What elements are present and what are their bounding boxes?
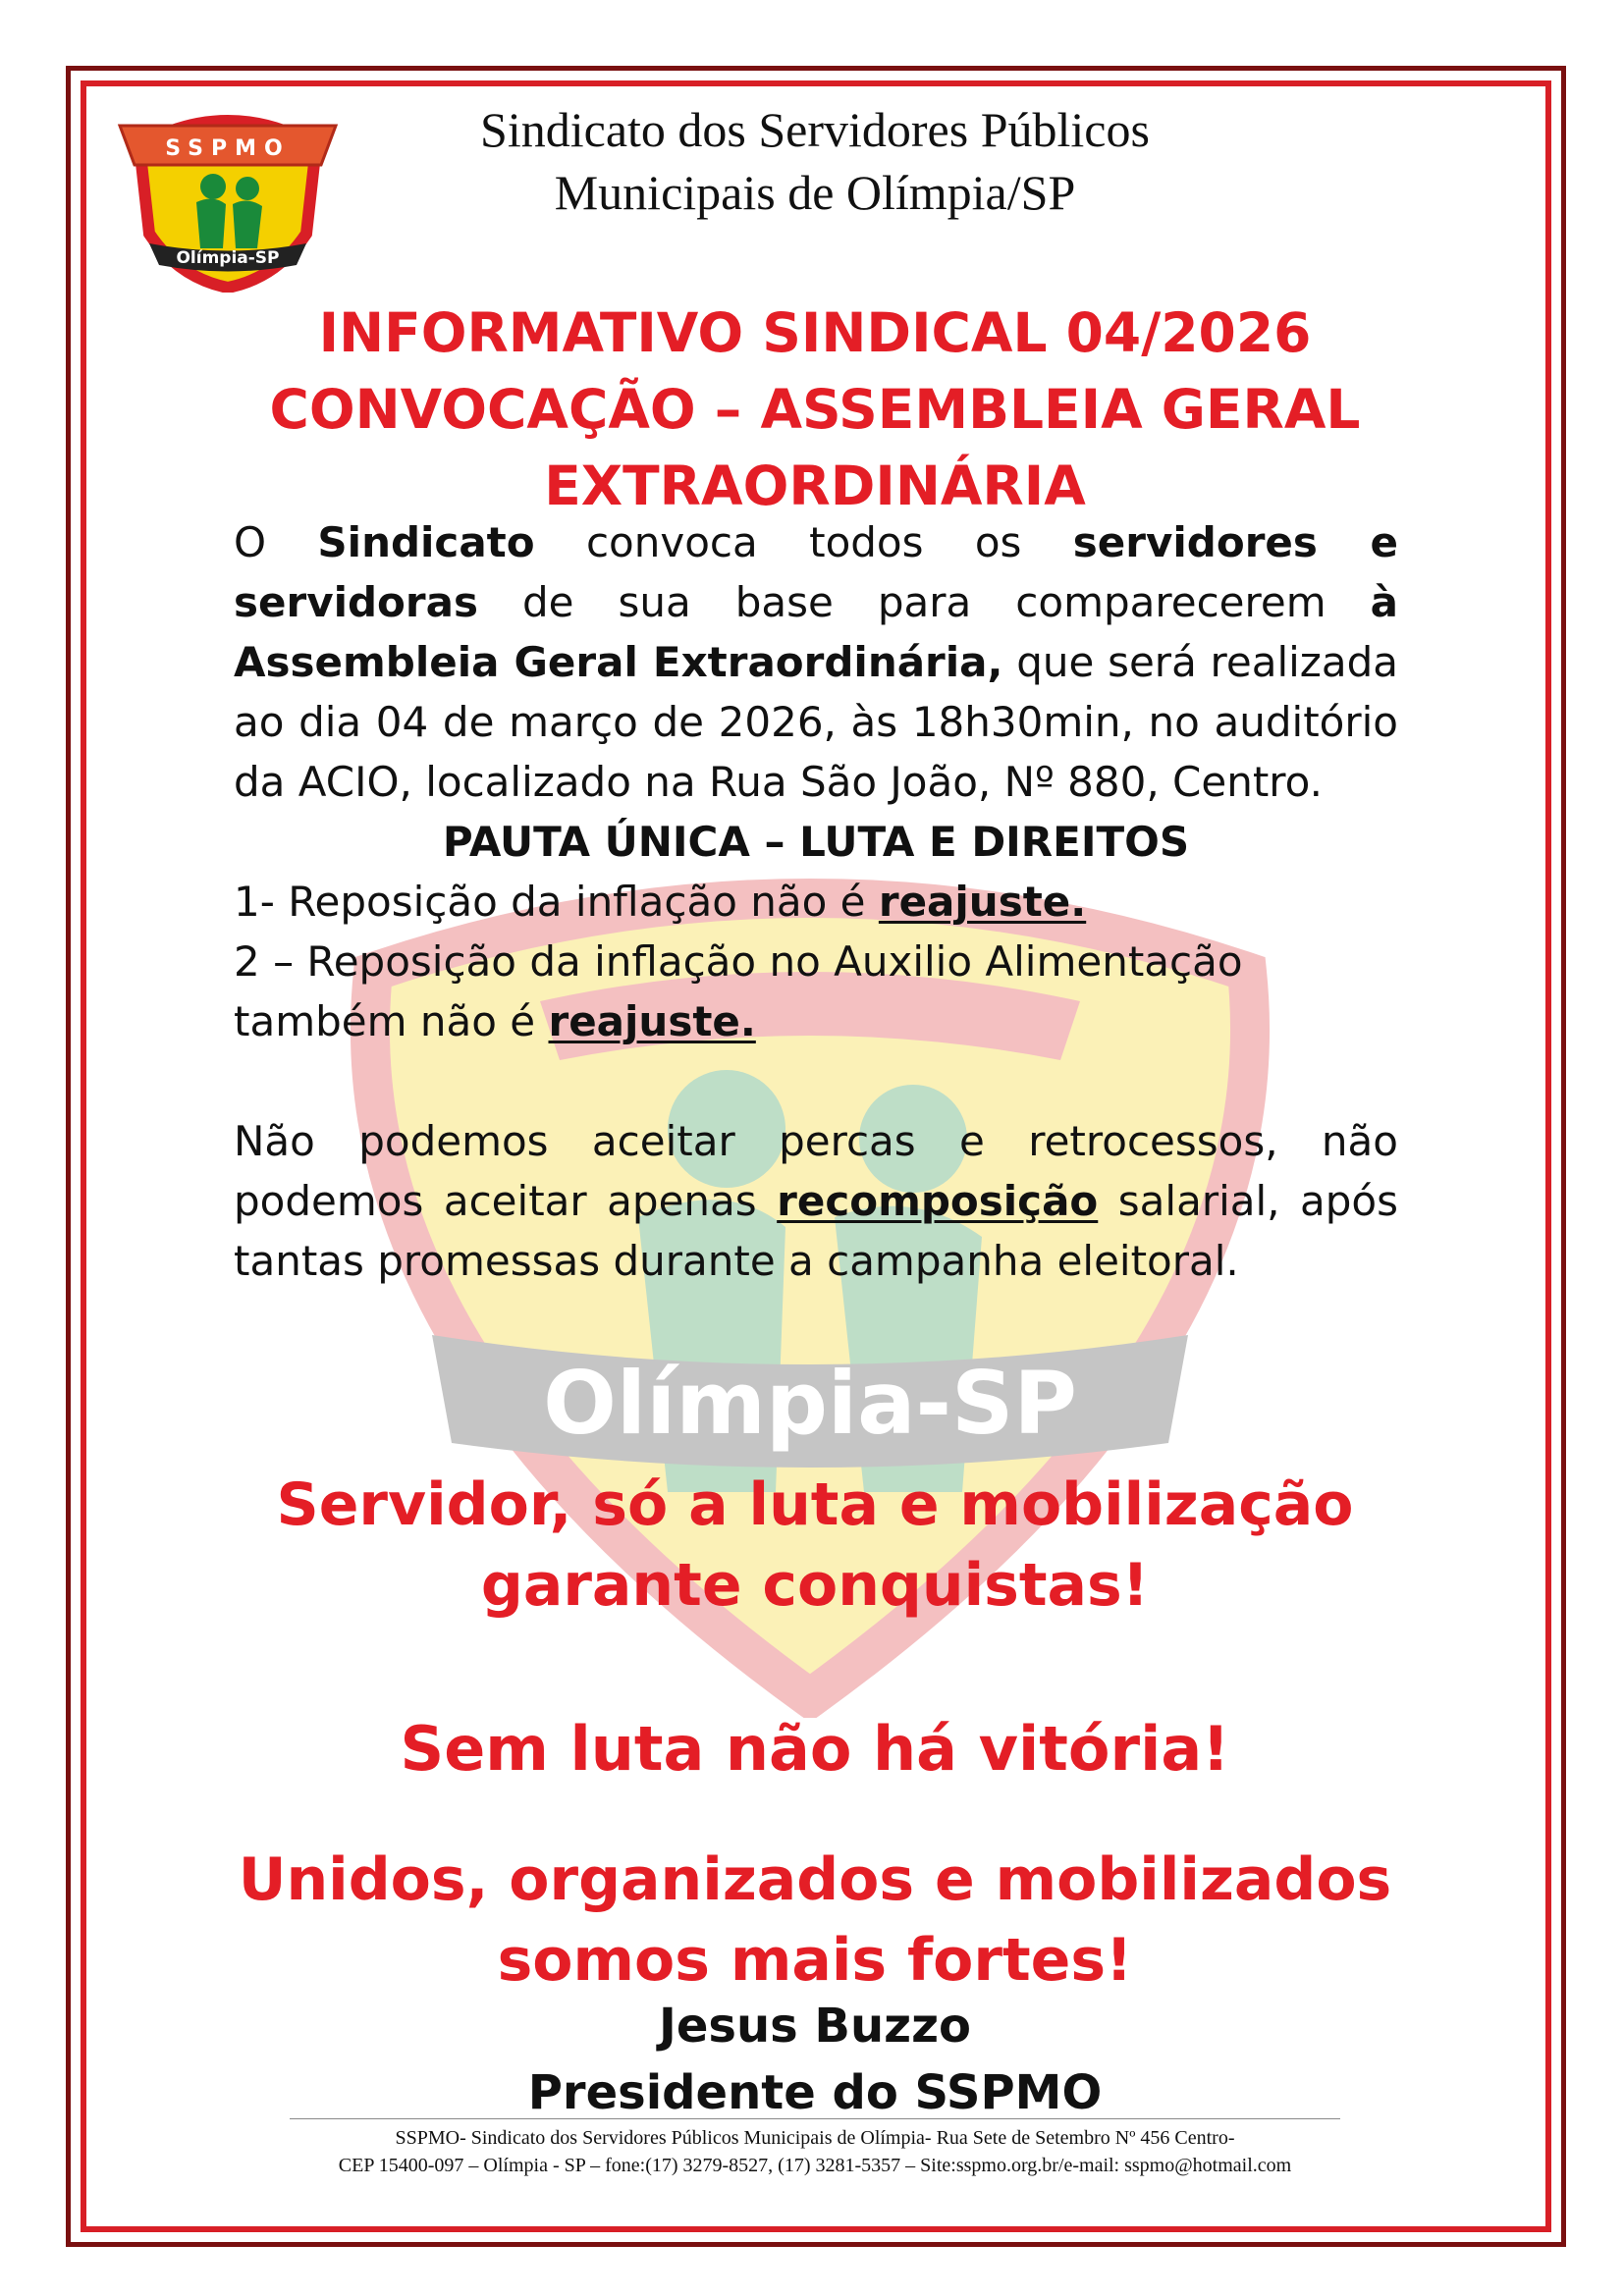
union-name-line2: Municipais de Olímpia/SP bbox=[554, 165, 1076, 220]
union-name-line1: Sindicato dos Servidores Públicos bbox=[480, 102, 1150, 157]
p1-text-c: convoca todos os bbox=[534, 518, 1073, 566]
convocation-paragraph bbox=[234, 512, 1398, 812]
slogan-3-line1: Unidos, organizados e mobilizados bbox=[238, 1845, 1392, 1914]
agenda-title-text: PAUTA ÚNICA – LUTA E DIREITOS bbox=[442, 818, 1190, 866]
statement-paragraph bbox=[234, 1111, 1398, 1291]
logo-abbr-text: SSPMO bbox=[165, 136, 291, 161]
slogan-1 bbox=[196, 1465, 1434, 1626]
signature-block bbox=[324, 1993, 1306, 2126]
p1-bold-assembleia: à Assembleia Geral Extraordinária, bbox=[234, 578, 1398, 686]
agenda-item-1-emphasis: reajuste. bbox=[878, 878, 1087, 926]
signature-title: Presidente do SSPMO bbox=[527, 2065, 1103, 2120]
headline-line2: CONVOCAÇÃO – ASSEMBLEIA GERAL bbox=[269, 378, 1361, 441]
p1-text-e: de sua base para comparecerem bbox=[477, 578, 1371, 626]
slogan-2-text: Sem luta não há vitória! bbox=[400, 1713, 1230, 1785]
agenda-item-2-text: 2 – Reposição da inflação no Auxilio Alimentação também não é bbox=[234, 937, 1243, 1045]
p1-text-a: O bbox=[234, 518, 318, 566]
union-name bbox=[373, 98, 1257, 224]
headline-line3: EXTRAORDINÁRIA bbox=[544, 454, 1086, 517]
p1-bold-sindicato: Sindicato bbox=[317, 518, 535, 566]
agenda-item-1-text: 1- Reposição da inflação não é bbox=[234, 878, 879, 926]
signature-name: Jesus Buzzo bbox=[658, 1999, 972, 2054]
footer-line2: CEP 15400-097 – Olímpia - SP – fone:(17) 3279-8527, (17) 3281-5357 – Site:sspmo.org.br/e-mail: sspmo@hotmail.com bbox=[338, 2155, 1292, 2176]
slogan-3-line2: somos mais fortes! bbox=[497, 1926, 1133, 1995]
agenda-item-1 bbox=[234, 872, 1398, 932]
p2-emphasis-recomposicao: recomposição bbox=[777, 1177, 1099, 1225]
p1-bold-servidores: servidores e servidoras bbox=[234, 518, 1398, 626]
blank-line bbox=[234, 1051, 1398, 1111]
slogan-1-line2: garante conquistas! bbox=[480, 1551, 1150, 1620]
footer-contact bbox=[216, 2124, 1414, 2179]
sspmo-logo bbox=[110, 86, 346, 293]
watermark-city-text: Olímpia-SP bbox=[543, 1353, 1077, 1454]
slogan-1-line1: Servidor, só a luta e mobilização bbox=[276, 1470, 1354, 1539]
bulletin-headline bbox=[196, 294, 1434, 524]
p2-text-c: salarial, após tantas promessas durante a campanha eleitoral. bbox=[234, 1177, 1398, 1285]
logo-city-text: Olímpia-SP bbox=[176, 248, 280, 268]
agenda-item-2-emphasis: reajuste. bbox=[548, 997, 756, 1045]
p2-text-a: Não podemos aceitar percas e retrocessos, não podemos aceitar apenas bbox=[234, 1117, 1398, 1225]
slogan-2 bbox=[196, 1708, 1434, 1790]
slogan-3 bbox=[196, 1840, 1434, 2001]
footer-divider bbox=[290, 2118, 1340, 2119]
footer-line1: SSPMO- Sindicato dos Servidores Públicos Municipais de Olímpia- Rua Sete de Setembro Nº 456 Centro- bbox=[395, 2127, 1235, 2149]
p1-text-g: que será realizada ao dia 04 de março de 2026, às 18h30min, no auditório da ACIO, localizado na Rua São João, Nº 880, Centro. bbox=[234, 638, 1398, 806]
agenda-item-2 bbox=[234, 932, 1398, 1051]
headline-line1: INFORMATIVO SINDICAL 04/2026 bbox=[318, 301, 1312, 364]
agenda-title bbox=[234, 812, 1398, 872]
bulletin-body bbox=[234, 512, 1398, 1291]
